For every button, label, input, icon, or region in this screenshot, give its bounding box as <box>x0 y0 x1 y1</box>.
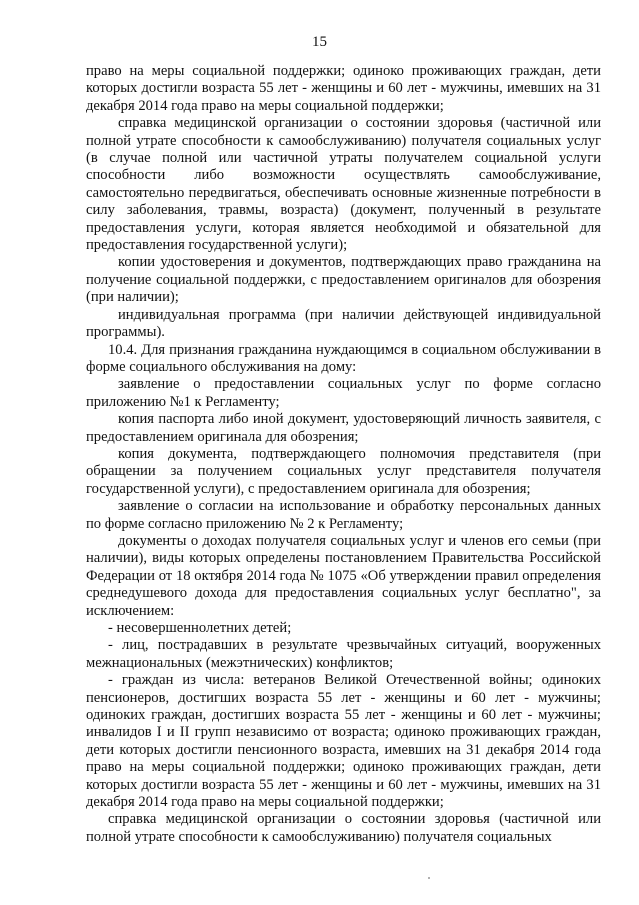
list-item-emergency-victims: - лиц, пострадавших в результате чрезвычайных ситуаций, вооруженных межнациональных (межэтнических) конфликтов; <box>86 637 601 671</box>
page-number: 15 <box>312 34 327 50</box>
document-body <box>86 63 601 846</box>
paragraph-id-copies: копии удостоверения и документов, подтверждающих право гражданина на получение социальной поддержки, с предоставлением оригиналов для обозрения (при наличии); <box>86 254 601 306</box>
paragraph-medical-certificate: справка медицинской организации о состоянии здоровья (частичной или полной утрате способности к самообслуживанию) получателя социальных услуг (в случае полной или частичной утраты получателем социальной услуги способности либо возможности осуществлять самообслуживание, самостоятельно передвигаться, обеспечивать основные жизненные потребности в силу заболевания, травмы, возраста) (документ, полученный в результате предоставления услуги, которая является необходимой и обязательной для предоставления государственной услуги); <box>86 115 601 254</box>
paragraph-individual-program: индивидуальная программа (при наличии действующей индивидуальной программы). <box>86 306 601 341</box>
paragraph-representative-document: копия документа, подтверждающего полномочия представителя (при обращении за получением социальных услуг представителя получателя государственной услуги), с предоставлением оригинала для обозрения; <box>86 445 601 497</box>
paragraph-income-documents: документы о доходах получателя социальных услуг и членов его семьи (при наличии), виды которых определены постановлением Правительства Российской Федерации от 18 октября 2014 года № 1075 «Об утверждении правил определения среднедушевого дохода для предоставления социальных услуг бесплатно", за исключением: <box>86 532 601 619</box>
paragraph-application: заявление о предоставлении социальных услуг по форме согласно приложению №1 к Регламенту; <box>86 376 601 410</box>
paragraph-passport-copy: копия паспорта либо иной документ, удостоверяющий личность заявителя, с предоставлением оригинала для обозрения; <box>86 411 601 445</box>
list-item-minors: - несовершеннолетних детей; <box>108 620 292 636</box>
paragraph-section-10-4: 10.4. Для признания гражданина нуждающимся в социальном обслуживании в форме социального обслуживания на дому: <box>86 341 601 375</box>
list-item-citizen-categories: - граждан из числа: ветеранов Великой Отечественной войны; одиноких пенсионеров, достигших возраста 55 лет - женщины и 60 лет - мужчины; одиноких граждан, достигших возраста 55 лет - женщины и 60 лет - мужчины; инвалидов I и II групп независимо от возраста; одиноко проживающих граждан, дети которых достигли пенсионного возраста, имевших на 31 декабря 2014 года право на меры социальной поддержки; одиноко проживающих граждан, дети которых достигли возраста 55 лет - женщины и 60 лет - мужчины, имевших на 31 декабря 2014 года право на меры социальной поддержки; <box>86 672 601 811</box>
paragraph-consent-statement: заявление о согласии на использование и обработку персональных данных по форме согласно приложению № 2 к Регламенту; <box>86 498 601 532</box>
scan-speck <box>428 877 430 879</box>
paragraph-medical-certificate-2: справка медицинской организации о состоянии здоровья (частичной или полной утрате способности к самообслуживанию) получателя социальных <box>86 811 601 845</box>
paragraph-continuation: право на меры социальной поддержки; одиноко проживающих граждан, дети которых достигли возраста 55 лет - женщины и 60 лет - мужчины, имевших на 31 декабря 2014 года право на меры социальной поддержки; <box>86 63 601 114</box>
